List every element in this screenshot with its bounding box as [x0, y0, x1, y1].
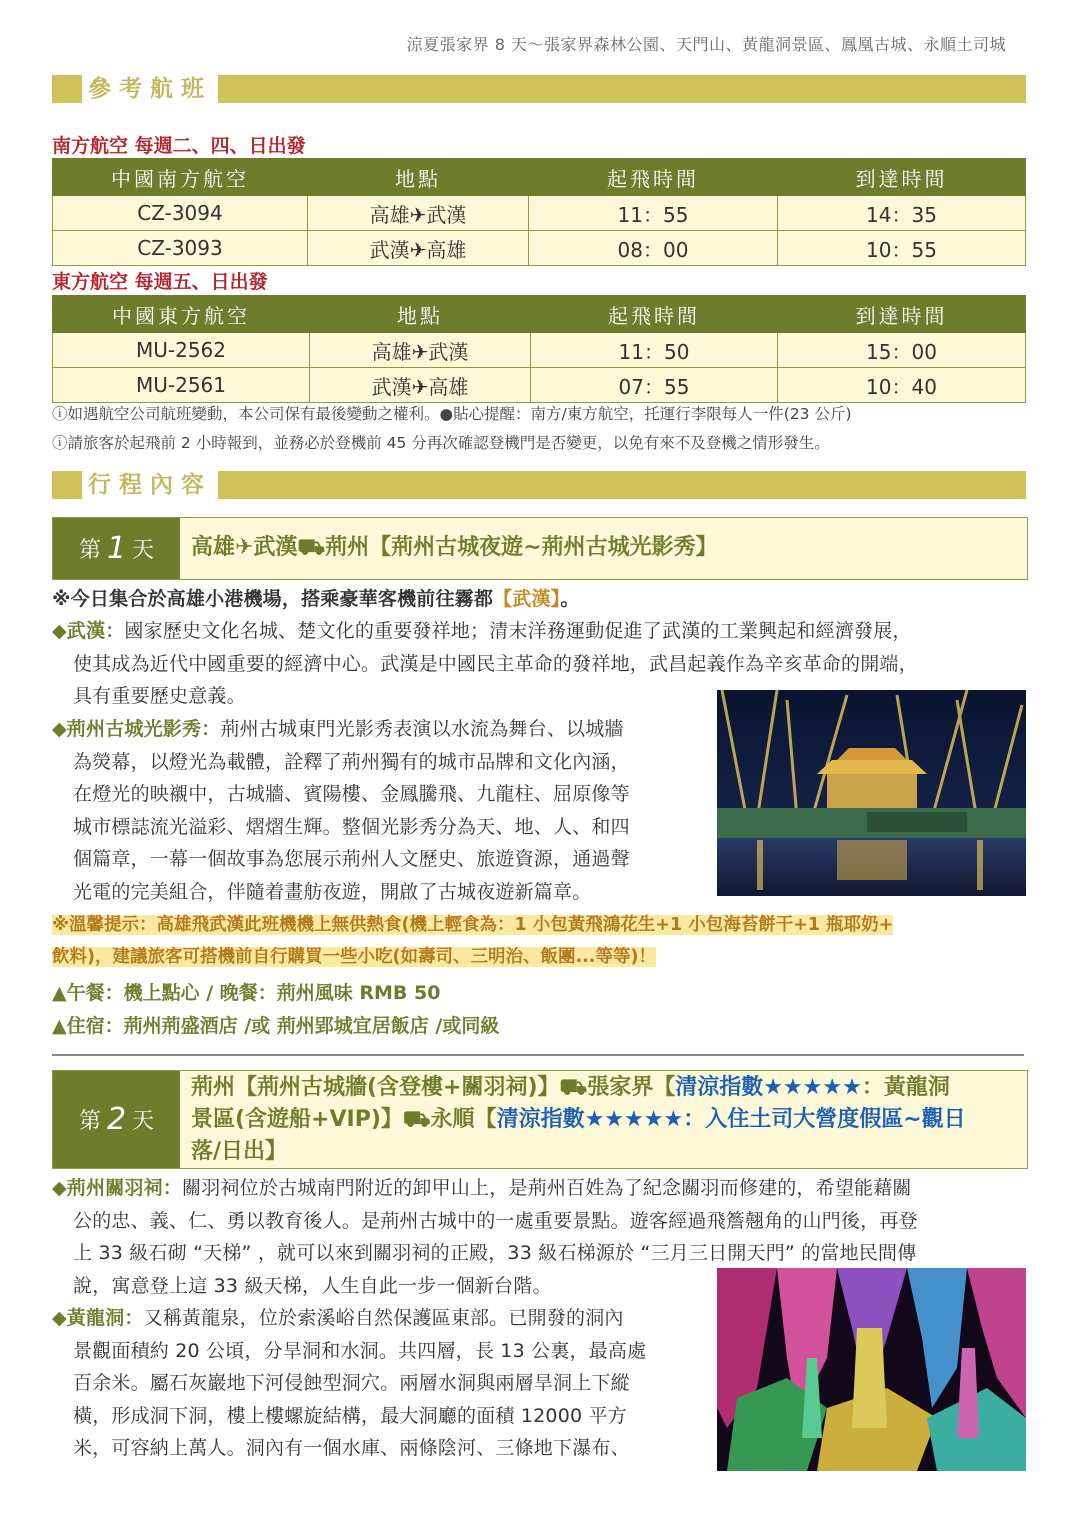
- cave-paragraph: ◆黃龍洞：又稱黃龍泉，位於索溪峪自然保護區東部。已開發的洞內 景觀面積約 20 公頃，分旱洞和水洞。共四層，長 13 公裏，最高處 百余米。屬石灰巖地下河侵蝕型洞穴。兩層水洞與兩層旱洞上下縱 橫，形成洞下洞，樓上樓螺旋結構，最大洞廳的面積 12000 平方 米，可容納上萬人。洞內有一個水庫、兩條陰河、三條地下瀑布、: [52, 1307, 647, 1459]
- section-bar-flights: [52, 75, 1026, 103]
- guanyu-paragraph: ◆荊州關羽祠：關羽祠位於古城南門附近的卸甲山上，是荊州百姓為了紀念關羽而修建的，希望能藉關 公的忠、義、仁、勇以教育後人。是荊州古城中的一處重要景點。遊客經過飛簷翹角的山門後，再登 上 33 級石砌 “天梯” ，就可以來到關羽祠的正殿，33 級石梯源於 “三月三日開天門” 的當地民間傳 說，寓意登上這 33 級天梯，人生自此一步一個新台階。: [52, 1177, 918, 1297]
- huanglong-cave-photo: [717, 1268, 1026, 1471]
- south-flight-table: [52, 158, 1026, 266]
- day1-tip: ※溫馨提示：高雄飛武漢此班機機上無供熱食(機上輕食為：1 小包黃飛鴻花生+1 小包海苔餅干+1 瓶耶奶+ 飲料)，建議旅客可搭機前自行購買一些小吃(如壽司、三明治、飯團...等等)！: [52, 915, 894, 967]
- day1-meals: ▲午餐：機上點心 / 晚餐：荊州風味 RMB 50: [52, 982, 441, 1004]
- flight-note-2: ⓘ請旅客於起飛前 2 小時報到，並務必於登機前 45 分再次確認登機門是否變更，以免有來不及登機之情形發生。: [52, 434, 830, 452]
- guanyu-label: ◆荊州關羽祠：: [52, 1177, 183, 1199]
- day-divider: [52, 1054, 1024, 1056]
- day1-number: 第 1 天: [53, 518, 180, 579]
- col-header: 中國東方航空: [53, 296, 310, 333]
- wuhan-paragraph: ◆武漢：國家歷史文化名城、楚文化的重要發祥地；清末洋務運動促進了武漢的工業興起和經濟發展， 使其成為近代中國重要的經濟中心。武漢是中國民主革命的發祥地，武昌起義作為辛亥革命的開端， 具有重要歷史意義。: [52, 620, 918, 707]
- day2-title: 荊州【荊州古城牆(含登樓+關羽祠)】⛟張家界【清涼指數★★★★★：黃龍洞 景區(含遊船+VIP)】⛟永順【清涼指數★★★★★：入住土司大營度假區~觀日 落/日出】: [191, 1075, 966, 1164]
- jingzhou-lightshow-photo: [717, 690, 1026, 896]
- table-row: CZ-3093 武漢✈高雄 08：00 10：55: [53, 231, 1026, 266]
- col-header: 地點: [308, 159, 529, 196]
- section-title-flights: 參考航班: [82, 75, 218, 103]
- flight-note-1: ⓘ如遇航空公司航班變動，本公司保有最後變動之權利。●貼心提醒：南方/東方航空，托運行李限每人一件(23 公斤): [52, 405, 852, 423]
- day1-header: [52, 517, 1028, 580]
- lightshow-label: ◆荊州古城光影秀：: [52, 718, 221, 740]
- day1-intro: ※今日集合於高雄小港機場，搭乘豪華客機前往霧都【武漢】。: [52, 588, 580, 610]
- table-row: CZ-3094 高雄✈武漢 11：55 14：35: [53, 196, 1026, 231]
- col-header: 起飛時間: [531, 296, 778, 333]
- section-bar-itinerary: [52, 471, 1026, 499]
- day2-number: 第 2 天: [53, 1071, 180, 1168]
- day2-header: [52, 1070, 1028, 1169]
- lightshow-paragraph: ◆荊州古城光影秀：荊州古城東門光影秀表演以水流為舞台、以城牆 為熒幕，以燈光為載體，詮釋了荊州獨有的城市品牌和文化內涵， 在燈光的映襯中，古城牆、賓陽樓、金鳳騰飛、九龍柱、屈原像等 城市標誌流光溢彩、熠熠生輝。整個光影秀分為天、地、人、和四 個篇章，一幕一個故事為您展示荊州人文歷史、旅遊資源，通過聲 光電的完美組合，伴隨着畫舫夜遊，開啟了古城夜遊新篇章。: [52, 718, 630, 903]
- east-airline-title: 東方航空 每週五、日出發: [52, 271, 268, 293]
- table-row: MU-2561 武漢✈高雄 07：55 10：40: [53, 368, 1026, 403]
- col-header: 地點: [310, 296, 531, 333]
- table-row: MU-2562 高雄✈武漢 11：50 15：00: [53, 333, 1026, 368]
- section-title-itinerary: 行程內容: [82, 471, 218, 499]
- col-header: 中國南方航空: [53, 159, 308, 196]
- south-airline-title: 南方航空 每週二、四、日出發: [52, 135, 306, 157]
- wuhan-label: ◆武漢：: [52, 620, 125, 642]
- cave-label: ◆黃龍洞：: [52, 1307, 144, 1329]
- day1-title: 高雄✈武漢⛟荊州【荊州古城夜遊~荊州古城光影秀】: [191, 535, 718, 560]
- col-header: 到達時間: [778, 159, 1026, 196]
- col-header: 起飛時間: [529, 159, 778, 196]
- col-header: 到達時間: [778, 296, 1026, 333]
- day1-hotel: ▲住宿：荊州荊盛酒店 /或 荊州郢城宜居飯店 /或同級: [52, 1015, 500, 1037]
- east-flight-table: [52, 295, 1026, 403]
- page-header-route: 涼夏張家界 8 天～張家界森林公園、天門山、黃龍洞景區、鳳凰古城、永順土司城: [406, 35, 1006, 54]
